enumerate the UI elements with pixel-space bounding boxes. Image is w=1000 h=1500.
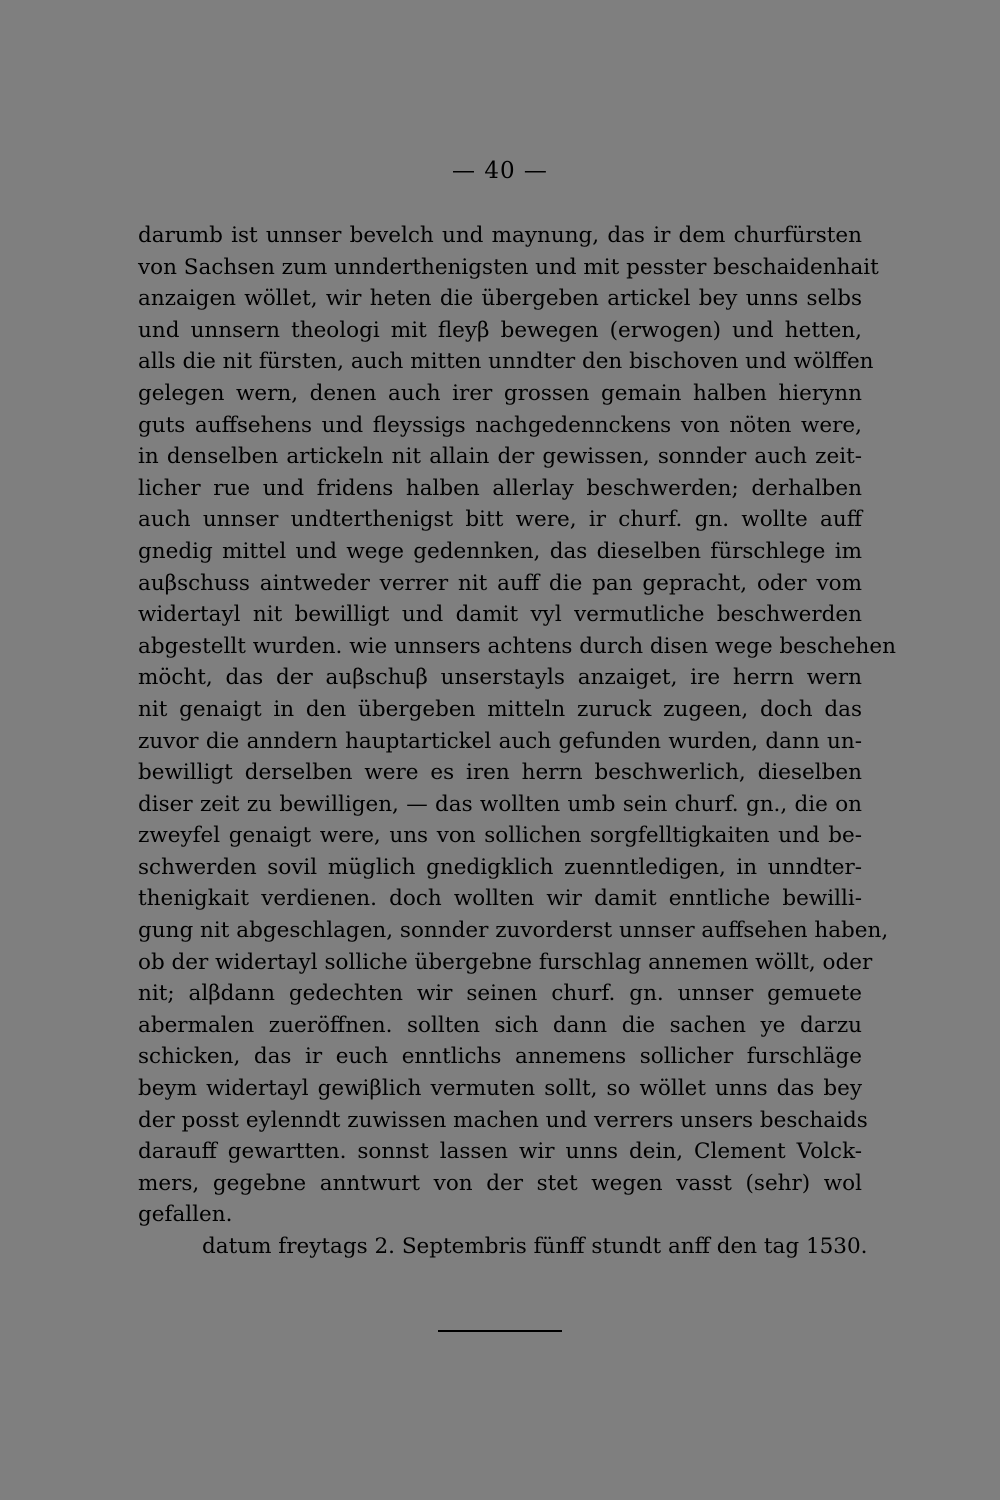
text-line: darumb ist unnser bevelch und maynung, das ir dem churfürsten [138,223,862,248]
text-line: gelegen wern, denen auch irer grossen gemain halben hierynn [138,380,862,406]
text-line: diser zeit zu bewilligen, — das wollten umb sein churf. gn., die on [138,791,862,817]
text-line: mers, gegebne anntwurt von der stet wegen vasst (sehr) wol [138,1170,862,1196]
text-line: schwerden sovil müglich gnedigklich zuenntledigen, in unndter- [138,854,862,880]
text-line: licher rue und fridens halben allerlay beschwerden; derhalben [138,475,862,501]
text-line: nit genaigt in den übergeben mitteln zuruck zugeen, doch das [138,696,862,722]
text-line: bewilligt derselben were es iren herrn beschwerlich, dieselben [138,760,862,786]
closing-date-line: datum freytags 2. Septembris fünff stundt anff den tag 1530. [202,1234,868,1259]
text-line: gung nit abgeschlagen, sonnder zuvorderst unnser auffsehen haben, [138,918,889,944]
text-line: auch unnser undterthenigst bitt were, ir churf. gn. wollte auff [138,507,862,533]
text-line: der posst eylenndt zuwissen machen und verrers unsers beschaids [138,1107,868,1133]
text-line: alls die nit fürsten, auch mitten unndter den bischoven und wölffen [138,349,874,375]
text-line: zweyfel genaigt were, uns von sollichen sorgfelltigkaiten und be- [138,823,862,849]
text-line: und unnsern theologi mit fleyβ bewegen (erwogen) und hetten, [138,317,862,343]
footer-rule [438,1330,562,1332]
text-line: von Sachsen zum unnderthenigsten und mit pesster beschaidenhait [138,254,879,280]
text-line: auβschuss aintweder verrer nit auff die pan gepracht, oder vom [138,570,862,596]
text-line: thenigkait verdienen. doch wollten wir damit enntliche bewilli- [138,886,862,912]
text-line: guts auffsehens und fleyssigs nachgedennckens von nöten were, [138,412,862,438]
text-line: möcht, das der auβschuβ unserstayls anzaiget, ire herrn wern [138,665,862,691]
text-line: widertayl nit bewilligt und damit vyl vermutliche beschwerden [138,602,862,628]
text-line: in denselben artickeln nit allain der gewissen, sonnder auch zeit- [138,444,862,470]
text-line: schicken, das ir euch enntlichs annemens sollicher furschläge [138,1044,862,1070]
text-line: ob der widertayl solliche übergebne furschlag annemen wöllt, oder [138,949,873,975]
text-line: nit; alβdann gedechten wir seinen churf. gn. unnser gemuete [138,981,862,1007]
text-line: darauff gewartten. sonnst lassen wir unns dein, Clement Volck- [138,1139,862,1165]
body-text [138,220,896,1263]
text-line: beym widertayl gewiβlich vermuten sollt, so wöllet unns das bey [138,1076,862,1102]
text-line: anzaigen wöllet, wir heten die übergeben artickel bey unns selbs [138,286,862,312]
text-line: gnedig mittel und wege gedennken, das dieselben fürschlege im [138,538,862,564]
text-line: abgestellt wurden. wie unnsers achtens durch disen wege beschehen [138,633,896,659]
text-line: abermalen zueröffnen. sollten sich dann die sachen ye darzu [138,1012,862,1038]
page-number: — 40 — [452,158,548,184]
text-line: zuvor die anndern hauptartickel auch gefunden wurden, dann un- [138,728,862,754]
text-line: gefallen. [138,1202,233,1228]
